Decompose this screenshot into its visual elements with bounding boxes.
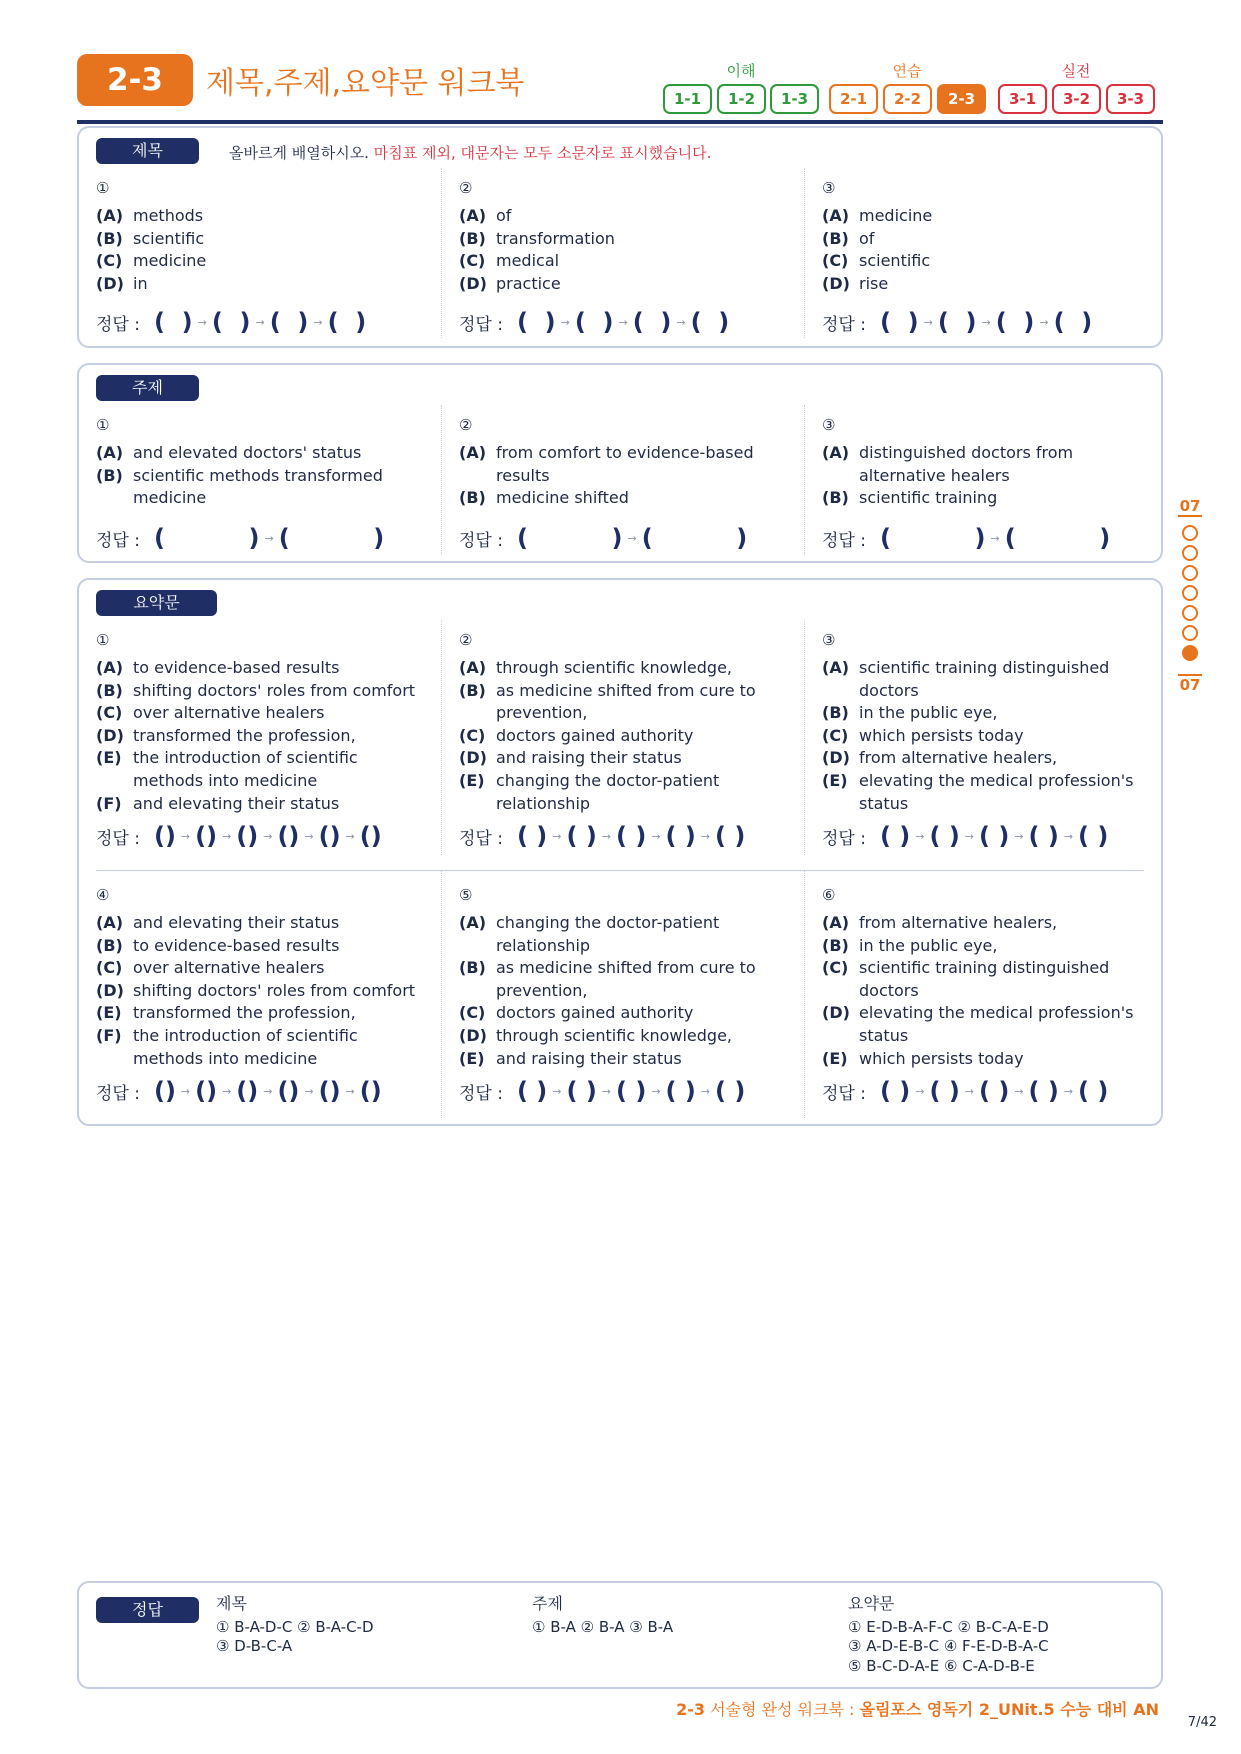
option	[96, 442, 426, 465]
question-summary-1	[96, 631, 426, 815]
option-label: (E)	[96, 748, 122, 768]
option-label: (A)	[96, 913, 124, 932]
option-text: doctors gained authority	[496, 1003, 694, 1023]
option	[96, 957, 426, 980]
option	[96, 912, 426, 935]
option-text: of	[859, 228, 875, 248]
answer-blank[interactable]: 정답 : ( ) → ( ) → ( ) → ( )	[822, 308, 1093, 336]
option	[822, 228, 1152, 251]
question-number: ③	[822, 416, 836, 434]
question-number: ⑥	[822, 886, 836, 904]
option-text: to evidence-based results	[133, 935, 340, 955]
question-number: ②	[459, 179, 473, 197]
option-label: (D)	[459, 273, 487, 293]
option	[822, 912, 1152, 935]
option-text: the introduction of scientific methods into medicine	[133, 748, 358, 790]
column-divider	[804, 405, 805, 555]
section-tag: 제목	[96, 138, 199, 164]
answer-label: 정답 :	[459, 1083, 503, 1104]
answer-blank[interactable]: 정답 : ( ) → ( ) → ( ) → ( ) → ( )	[822, 1077, 1109, 1105]
option-label: (A)	[459, 913, 487, 932]
page-title: 제목,주제,요약문 워크북	[206, 66, 525, 101]
option-label: (A)	[822, 658, 850, 677]
answer-key-heading: 주제	[532, 1594, 563, 1613]
option-text: transformed the profession,	[133, 1003, 356, 1023]
category-understand: 이해	[726, 62, 756, 80]
option	[822, 770, 1152, 815]
option	[822, 273, 1152, 296]
option-text: and raising their status	[496, 1048, 682, 1068]
page-dot[interactable]	[1182, 625, 1198, 641]
option	[459, 442, 789, 487]
question-title-1	[96, 179, 426, 295]
answer-blank[interactable]: 정답 : ( ) → ( ) → ( ) → ( ) → ( )	[822, 822, 1109, 850]
option	[459, 1025, 789, 1048]
answer-label: 정답 :	[822, 530, 866, 551]
option-label: (C)	[822, 958, 849, 978]
option-label: (D)	[822, 1003, 850, 1023]
option-text: which persists today	[859, 725, 1024, 745]
option-text: and elevated doctors' status	[133, 443, 362, 462]
option-text: distinguished doctors from alternative healers	[859, 443, 1074, 485]
option-text: from comfort to evidence-based results	[496, 443, 754, 485]
option	[822, 702, 1152, 725]
option-text: medicine	[133, 251, 207, 271]
step-3-3[interactable]: 3-3	[1106, 84, 1155, 114]
option	[459, 747, 789, 770]
footer-book: 올림포스 영독기 2_UNit.5 수능 대비 AN	[859, 1700, 1159, 1719]
option-text: from alternative healers,	[859, 748, 1058, 768]
option-label: (B)	[96, 935, 123, 955]
option	[459, 205, 789, 228]
option	[96, 273, 426, 296]
option	[459, 273, 789, 296]
step-2-1[interactable]: 2-1	[829, 84, 878, 114]
option	[96, 1025, 426, 1070]
option-text: changing the doctor-patient relationship	[496, 770, 720, 813]
column-divider	[804, 870, 805, 1118]
option-text: of	[496, 206, 512, 225]
option-text: practice	[496, 273, 561, 293]
option	[96, 747, 426, 792]
question-topic-1	[96, 416, 426, 510]
option-text: transformation	[496, 228, 615, 248]
page-dot[interactable]	[1182, 545, 1198, 561]
option-text: medical	[496, 251, 560, 271]
option-label: (D)	[459, 1025, 487, 1045]
option-label: (A)	[822, 443, 850, 462]
step-3-1[interactable]: 3-1	[998, 84, 1047, 114]
footer-text: 서술형 완성 워크북 :	[705, 1700, 860, 1719]
step-2-3[interactable]: 2-3	[937, 84, 986, 114]
option-label: (A)	[96, 206, 124, 225]
option-text: shifting doctors' roles from comfort	[133, 980, 416, 1000]
question-number: ⑤	[459, 886, 473, 904]
option-text: as medicine shifted from cure to prevention,	[496, 680, 756, 723]
option	[822, 725, 1152, 748]
option-text: over alternative healers	[133, 958, 325, 978]
option-text: in	[133, 273, 148, 293]
option-label: (A)	[96, 443, 124, 462]
step-1-1[interactable]: 1-1	[663, 84, 712, 114]
option-text: shifting doctors' roles from comfort	[133, 680, 416, 700]
answer-label: 정답 :	[96, 314, 140, 335]
option	[459, 725, 789, 748]
answer-key-line: ① B-A-D-C ② B-A-C-D	[216, 1617, 374, 1636]
option-text: which persists today	[859, 1048, 1024, 1068]
answer-label: 정답 :	[459, 828, 503, 849]
option-text: and raising their status	[496, 748, 682, 768]
answer-label: 정답 :	[459, 530, 503, 551]
option-label: (B)	[459, 488, 486, 508]
option-text: through scientific knowledge,	[496, 658, 733, 677]
answer-label: 정답 :	[822, 828, 866, 849]
section-tag: 요약문	[96, 590, 217, 616]
page-dot[interactable]	[1182, 565, 1198, 581]
option-label: (A)	[459, 443, 487, 462]
column-divider	[804, 168, 805, 338]
option-label: (B)	[96, 680, 123, 700]
option	[822, 487, 1152, 510]
question-topic-2	[459, 416, 789, 510]
instruction-note: 마침표 제외, 대문자는 모두 소문자로 표시했습니다.	[368, 144, 712, 162]
answer-label: 정답 :	[96, 530, 140, 551]
answer-key-title	[216, 1594, 374, 1657]
row-divider	[96, 870, 1144, 871]
option	[822, 1002, 1152, 1047]
answer-label: 정답 :	[822, 314, 866, 335]
question-number: ①	[96, 179, 110, 197]
option-label: (A)	[459, 658, 487, 677]
option	[96, 935, 426, 958]
option-text: over alternative healers	[133, 703, 325, 723]
answer-key-heading: 제목	[216, 1594, 247, 1613]
instruction	[229, 142, 711, 163]
question-number: ③	[822, 631, 836, 649]
option-text: in the public eye,	[859, 703, 998, 723]
answer-blank[interactable]: 정답 : () → () → () → () → () → ()	[96, 1077, 382, 1105]
question-summary-3	[822, 631, 1152, 815]
answer-blank[interactable]: 정답 : ( ) → ( )	[822, 524, 1111, 552]
option-text: rise	[859, 273, 889, 293]
option	[822, 442, 1152, 487]
column-divider	[441, 870, 442, 1118]
option-label: (D)	[96, 980, 124, 1000]
answer-key-line: ③ D-B-C-A	[216, 1637, 293, 1655]
question-number: ②	[459, 631, 473, 649]
option	[459, 228, 789, 251]
option-text: transformed the profession,	[133, 725, 356, 745]
option	[459, 1048, 789, 1071]
option-label: (E)	[459, 770, 485, 790]
page-dot[interactable]	[1182, 605, 1198, 621]
option-text: to evidence-based results	[133, 658, 340, 677]
answer-label: 정답 :	[96, 828, 140, 849]
answer-key-line: ① B-A ② B-A ③ B-A	[532, 1617, 674, 1636]
answer-label: 정답 :	[459, 314, 503, 335]
option-text: scientific	[133, 228, 205, 248]
option-text: elevating the medical profession's status	[859, 1003, 1134, 1045]
page-dot-active[interactable]	[1182, 645, 1198, 661]
column-divider	[804, 620, 805, 855]
option-text: through scientific knowledge,	[496, 1025, 733, 1045]
title-section	[77, 126, 1163, 348]
question-number: ①	[96, 416, 110, 434]
option	[822, 935, 1152, 958]
option-text: methods	[133, 206, 204, 225]
option	[96, 980, 426, 1003]
answer-blank[interactable]: 정답 : () → () → () → () → () → ()	[96, 822, 382, 850]
option-label: (D)	[96, 273, 124, 293]
option	[459, 770, 789, 815]
option	[459, 250, 789, 273]
option-label: (B)	[96, 465, 123, 485]
option	[96, 657, 426, 680]
answer-blank[interactable]: 정답 : ( ) → ( ) → ( ) → ( )	[459, 308, 730, 336]
question-number: ①	[96, 631, 110, 649]
option-label: (D)	[459, 748, 487, 768]
option-label: (C)	[822, 725, 849, 745]
question-summary-4	[96, 886, 426, 1070]
side-page-bottom: 07	[1179, 676, 1201, 694]
answer-key-box	[77, 1581, 1163, 1689]
option	[459, 657, 789, 680]
option	[822, 957, 1152, 1002]
option	[459, 912, 789, 957]
option	[822, 205, 1152, 228]
question-summary-6	[822, 886, 1152, 1070]
page-dot[interactable]	[1182, 585, 1198, 601]
option-label: (B)	[459, 228, 486, 248]
option	[822, 1048, 1152, 1071]
option-label: (A)	[459, 206, 487, 225]
option	[822, 747, 1152, 770]
column-divider	[441, 168, 442, 338]
option	[96, 250, 426, 273]
option	[96, 680, 426, 703]
step-1-3[interactable]: 1-3	[770, 84, 819, 114]
column-divider	[441, 620, 442, 855]
option-label: (B)	[822, 703, 849, 723]
question-title-2	[459, 179, 789, 295]
option-label: (C)	[459, 725, 486, 745]
option-label: (A)	[822, 913, 850, 932]
step-1-2[interactable]: 1-2	[717, 84, 766, 114]
option-label: (D)	[822, 748, 850, 768]
option-label: (B)	[459, 958, 486, 978]
option-label: (A)	[96, 658, 124, 677]
option	[96, 702, 426, 725]
option-text: scientific training distinguished doctors	[859, 658, 1110, 700]
answer-blank[interactable]: 정답 : ( ) → ( ) → ( ) → ( ) → ( )	[459, 822, 746, 850]
option-label: (C)	[459, 251, 486, 271]
option-text: medicine shifted	[496, 488, 629, 508]
answer-key-line: ⑤ B-C-D-A-E ⑥ C-A-D-B-E	[848, 1656, 1035, 1675]
answer-key-topic	[532, 1594, 673, 1637]
option-text: scientific methods transformed medicine	[133, 465, 383, 508]
side-page-top: 07	[1179, 497, 1201, 515]
question-number: ②	[459, 416, 473, 434]
question-number: ③	[822, 179, 836, 197]
option-label: (C)	[96, 251, 123, 271]
option-label: (B)	[822, 488, 849, 508]
option-label: (D)	[822, 273, 850, 293]
option-label: (B)	[822, 935, 849, 955]
option	[822, 250, 1152, 273]
option-text: from alternative healers,	[859, 913, 1058, 932]
option	[459, 487, 789, 510]
option-text: as medicine shifted from cure to prevention,	[496, 958, 756, 1000]
question-title-3	[822, 179, 1152, 295]
answer-key-summary	[848, 1594, 1049, 1676]
question-topic-3	[822, 416, 1152, 510]
option-text: medicine	[859, 206, 933, 225]
page-dot[interactable]	[1182, 525, 1198, 541]
option-label: (E)	[822, 1048, 848, 1068]
option-label: (C)	[822, 251, 849, 271]
question-summary-5	[459, 886, 789, 1070]
option-label: (F)	[96, 793, 122, 813]
option-label: (B)	[822, 228, 849, 248]
lesson-badge: 2-3	[77, 54, 193, 106]
section-tag: 주제	[96, 375, 199, 401]
option	[459, 957, 789, 1002]
answer-blank[interactable]: 정답 : ( ) → ( ) → ( ) → ( ) → ( )	[459, 1077, 746, 1105]
question-summary-2	[459, 631, 789, 815]
option-text: and elevating their status	[133, 913, 340, 932]
answer-label: 정답 :	[822, 1083, 866, 1104]
step-3-2[interactable]: 3-2	[1052, 84, 1101, 114]
option-label: (E)	[96, 1003, 122, 1023]
answer-blank[interactable]: 정답 : ( ) → ( ) → ( ) → ( )	[96, 308, 367, 336]
column-divider	[441, 405, 442, 555]
option	[96, 725, 426, 748]
footer	[676, 1697, 1159, 1720]
option	[96, 793, 426, 816]
option	[96, 228, 426, 251]
option-label: (C)	[96, 703, 123, 723]
step-2-2[interactable]: 2-2	[883, 84, 932, 114]
option-label: (B)	[96, 228, 123, 248]
header-divider	[77, 120, 1163, 124]
option-text: the introduction of scientific methods into medicine	[133, 1025, 358, 1068]
option-text: scientific training	[859, 488, 998, 508]
answer-key-tag: 정답	[96, 1597, 199, 1623]
answer-key-heading: 요약문	[848, 1594, 895, 1613]
answer-key-line: ① E-D-B-A-F-C ② B-C-A-E-D	[848, 1617, 1049, 1636]
page-number: 7/42	[1187, 1715, 1217, 1730]
option-label: (E)	[822, 770, 848, 790]
instruction-text: 올바르게 배열하시오.	[229, 144, 369, 162]
option-label: (C)	[459, 1003, 486, 1023]
option-label: (F)	[96, 1025, 122, 1045]
option-text: in the public eye,	[859, 935, 998, 955]
answer-blank[interactable]: 정답 : ( ) → ( )	[96, 524, 385, 552]
category-practice: 연습	[892, 62, 922, 80]
summary-section	[77, 578, 1163, 1126]
answer-key-line: ③ A-D-E-B-C ④ F-E-D-B-A-C	[848, 1637, 1049, 1655]
option	[459, 680, 789, 725]
category-real: 실전	[1061, 62, 1091, 80]
option-text: changing the doctor-patient relationship	[496, 913, 720, 955]
option	[96, 465, 426, 510]
option-text: and elevating their status	[133, 793, 340, 813]
option-label: (A)	[822, 206, 850, 225]
option-label: (B)	[459, 680, 486, 700]
option-label: (E)	[459, 1048, 485, 1068]
answer-blank[interactable]: 정답 : ( ) → ( )	[459, 524, 748, 552]
option-text: scientific	[859, 251, 931, 271]
question-number: ④	[96, 886, 110, 904]
footer-code: 2-3	[676, 1700, 706, 1719]
answer-label: 정답 :	[96, 1083, 140, 1104]
topic-section	[77, 363, 1163, 563]
option	[96, 205, 426, 228]
option	[459, 1002, 789, 1025]
option	[822, 657, 1152, 702]
option	[96, 1002, 426, 1025]
option-label: (C)	[96, 958, 123, 978]
option-text: elevating the medical profession's status	[859, 770, 1134, 813]
option-label: (D)	[96, 725, 124, 745]
option-text: doctors gained authority	[496, 725, 694, 745]
option-text: scientific training distinguished doctors	[859, 958, 1110, 1000]
